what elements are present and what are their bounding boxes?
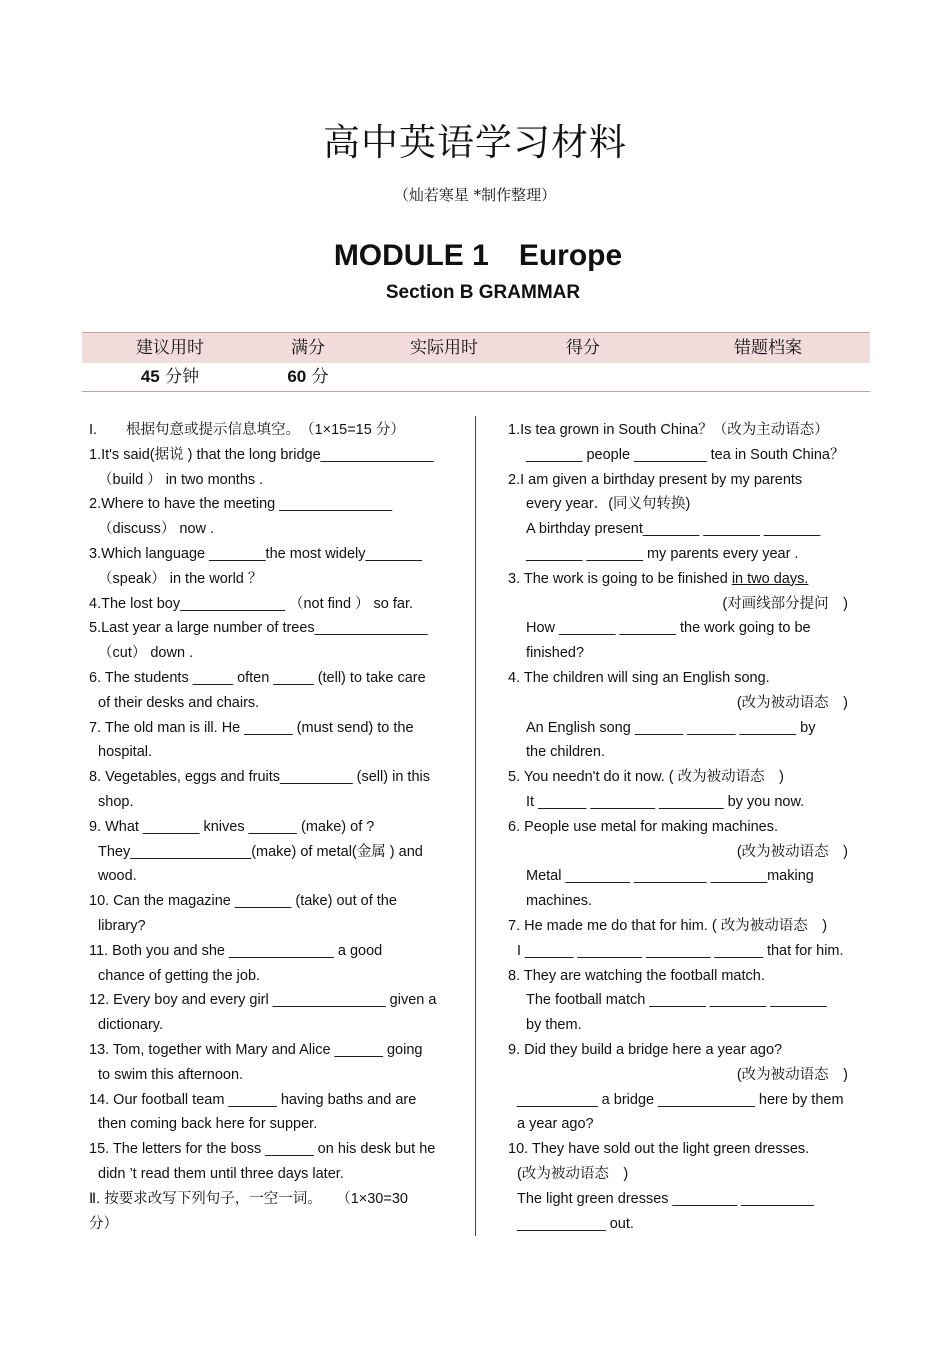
full-score-value: 60 分	[287, 367, 329, 387]
header-full-score: 满分	[291, 338, 325, 358]
part2-question: 10. They have sold out the light green dresses. (改为被动语态 ) The light green dresses ________ _________ ___________ out.	[508, 1141, 814, 1232]
column-divider	[475, 416, 476, 1236]
part1-question: 5.Last year a large number of trees______________ （cut） down .	[89, 620, 428, 662]
score-table	[82, 332, 870, 392]
part1-question: 7. The old man is ill. He ______ (must send) to the hospital.	[89, 719, 414, 761]
header-actual-time: 实际用时	[410, 338, 478, 358]
underlined-phrase: in two days.	[731, 570, 809, 587]
part1-question: 2.Where to have the meeting ______________ （discuss） now .	[89, 496, 393, 538]
part1-column	[89, 418, 457, 1236]
part1-question: 9. What _______ knives ______ (make) of ? They_______________(make) of metal(金属 ) and wood.	[89, 818, 423, 885]
part1-question: 1.It's said(据说 ) that the long bridge______________ （build ） in two months .	[89, 446, 434, 488]
part1-question: 4.The lost boy_____________ （not find ） so far.	[89, 595, 414, 612]
section-heading: Section B GRAMMAR	[385, 282, 581, 303]
part1-question: 15. The letters for the boss ______ on his desk but he didn ’t read them until three days later.	[89, 1141, 436, 1182]
part1-heading: I. 根据句意或提示信息填空。 （1×15=15 分）	[89, 422, 405, 438]
part1-question: 8. Vegetables, eggs and fruits_________ (sell) in this shop.	[89, 769, 430, 810]
part2-question: 4. The children will sing an English song. (改为被动语态 ) An English song ______ ______ _______ by the children.	[508, 669, 848, 761]
part1-question: 10. Can the magazine _______ (take) out of the library?	[89, 893, 397, 934]
part2-question: 7. He made me do that for him. ( 改为被动语态 ) I ______ ________ ________ ______ that for him.	[508, 917, 844, 959]
part2-question: 5. You needn't do it now. ( 改为被动语态 ) It ______ ________ ________ by you now.	[508, 769, 805, 810]
part1-question: 11. Both you and she _____________ a good chance of getting the job.	[89, 942, 383, 984]
part1-question: 13. Tom, together with Mary and Alice ______ going to swim this afternoon.	[89, 1041, 423, 1083]
document-title: 高中英语学习材料	[323, 121, 627, 164]
module-heading: MODULE 1 Europe	[333, 239, 623, 272]
suggested-time-value: 45 分钟	[140, 367, 200, 387]
score-table-values	[82, 363, 870, 392]
part2-question: 3. The work is going to be finished in two days. (对画线部分提问 ) How _______ _______ the work going to be finished?	[508, 570, 848, 662]
part1-question: 12. Every boy and every girl ______________ given a dictionary.	[89, 992, 437, 1034]
header-suggested-time: 建议用时	[136, 338, 204, 358]
header-score: 得分	[566, 338, 600, 358]
part2-question: 1.Is tea grown in South China？（改为主动语态） _______ people _________ tea in South China？	[508, 422, 845, 463]
part1-question: 14. Our football team ______ having baths and are then coming back here for supper.	[89, 1091, 417, 1133]
part2-heading: Ⅱ. 按要求改写下列句子，一空一词。 （1×30=30 分）	[89, 1190, 408, 1232]
document-subtitle: （灿若寒星 *制作整理）	[393, 186, 557, 204]
score-table-header	[82, 332, 870, 363]
part2-question: 6. People use metal for making machines. (改为被动语态 ) Metal ________ _________ _______making machines.	[508, 818, 848, 910]
part1-question: 3.Which language _______the most widely_______ （speak） in the world ？	[89, 545, 422, 587]
header-error-archive: 错题档案	[734, 338, 802, 358]
part1-question: 6. The students _____ often _____ (tell) to take care of their desks and chairs.	[89, 669, 426, 711]
part2-question: 2.I am given a birthday present by my parents every year．(同义句转换) A birthday present_______ _______ _______ _______ _______ my parents every year .	[508, 471, 821, 562]
part2-question: 8. They are watching the football match. The football match _______ _______ _______ by them.	[508, 967, 827, 1034]
part2-question: 9. Did they build a bridge here a year ago? (改为被动语态 ) __________ a bridge ____________ here by them a year ago?	[508, 1041, 848, 1133]
part2-column	[508, 418, 860, 1236]
